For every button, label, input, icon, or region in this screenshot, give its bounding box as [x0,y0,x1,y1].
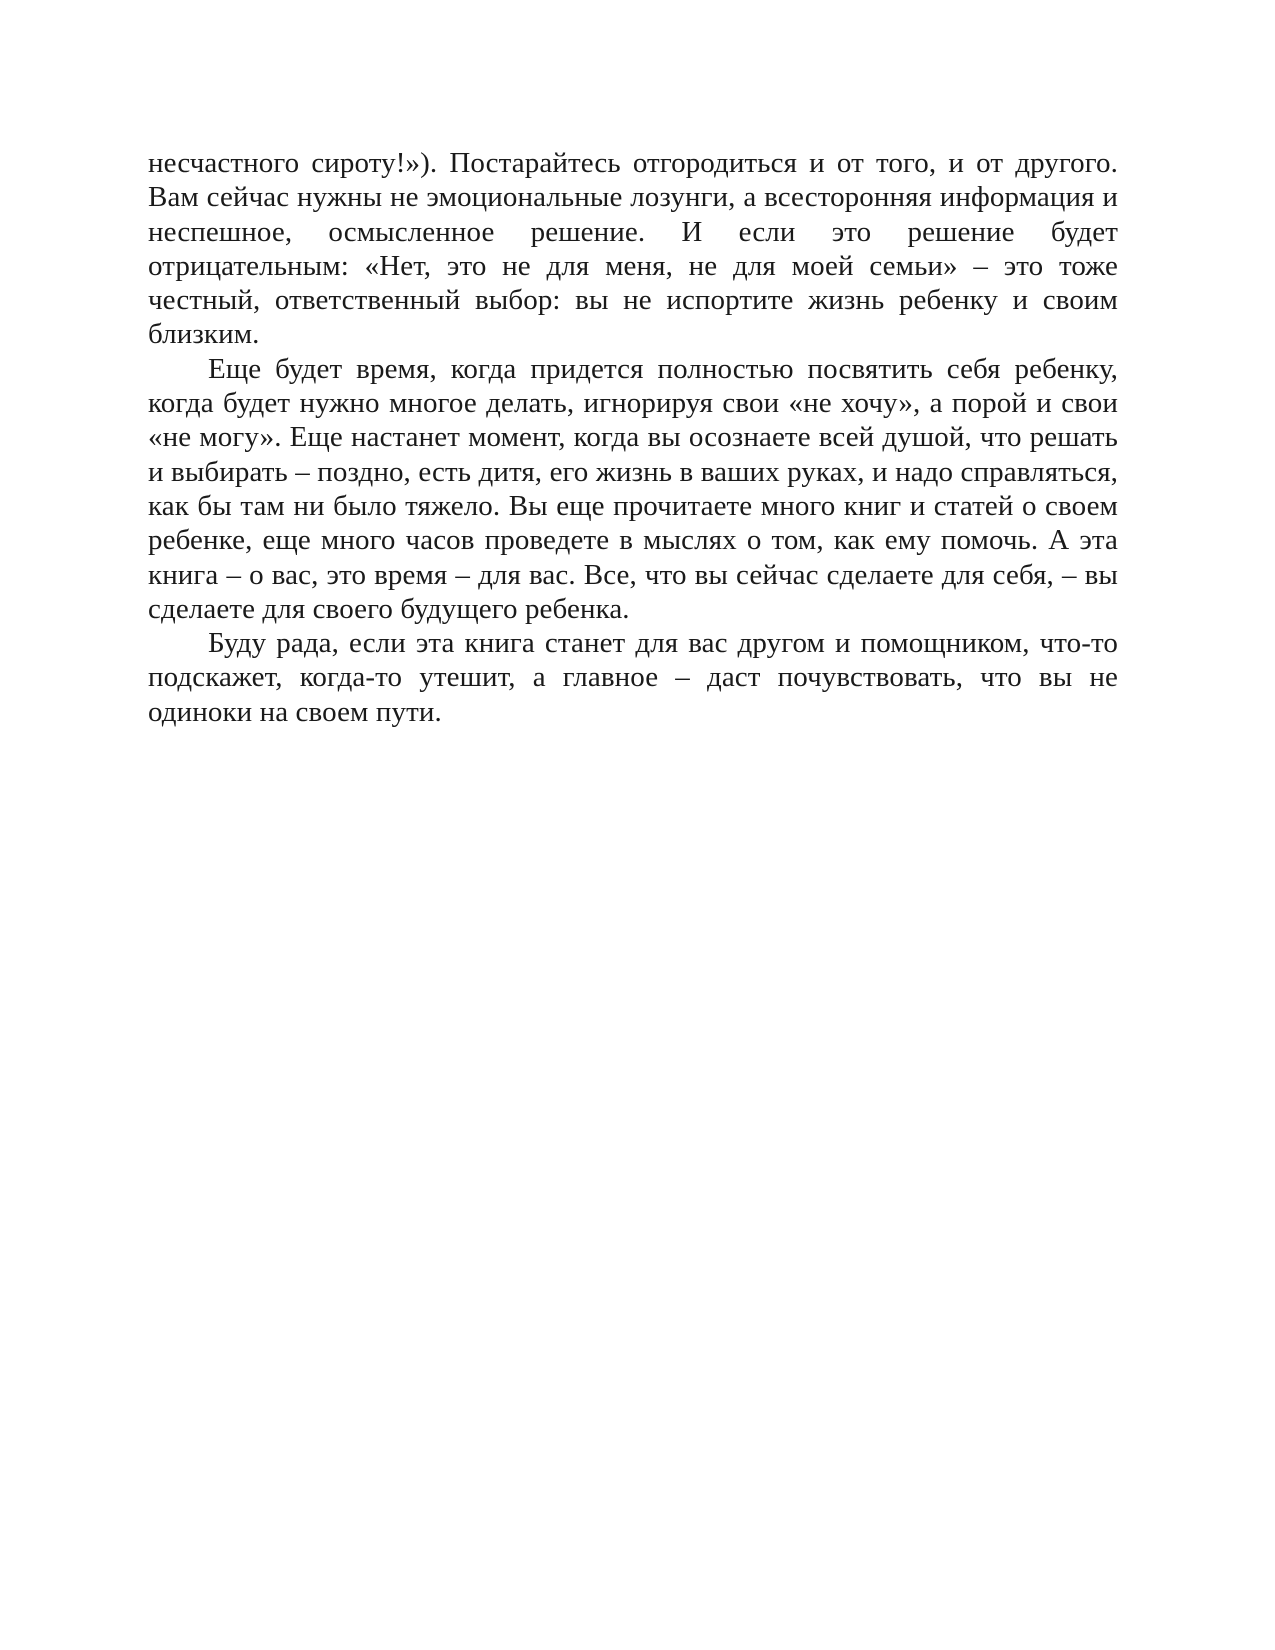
body-text [148,146,1118,729]
paragraph-continuation: несчастного сироту!»). Постарайтесь отгородиться и от того, и от другого. Вам сейчас нужны не эмоциональные лозунги, а всесторонняя информация и неспешное, осмысленное решение. И если это решение будет отрицательным: «Нет, это не для меня, не для моей семьи» – это тоже честный, ответственный выбор: вы не испортите жизнь ребенку и своим близким. [148,147,1118,351]
paragraph: Еще будет время, когда придется полностью посвятить себя ребенку, когда будет нужно многое делать, игнорируя свои «не хочу», а порой и свои «не могу». Еще настанет момент, когда вы осознаете всей душой, что решать и выбирать – поздно, есть дитя, его жизнь в ваших руках, и надо справляться, как бы там ни было тяжело. Вы еще прочитаете много книг и статей о своем ребенке, еще много часов проведете в мыслях о том, как ему помочь. А эта книга – о вас, это время – для вас. Все, что вы сейчас сделаете для себя, – вы сделаете для своего будущего ребенка. [148,352,1118,625]
paragraph: Буду рада, если эта книга станет для вас другом и помощником, что-то подскажет, когда-то утешит, а главное – даст почувствовать, что вы не одиноки на своем пути. [148,627,1118,728]
